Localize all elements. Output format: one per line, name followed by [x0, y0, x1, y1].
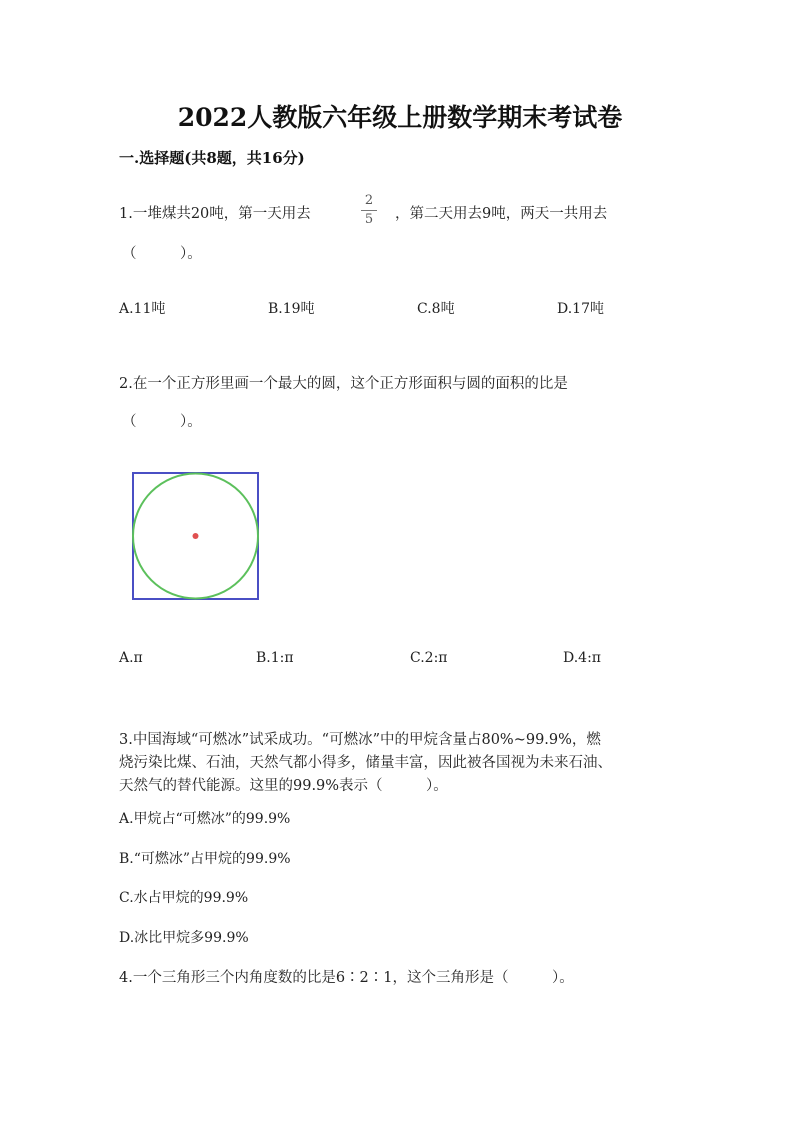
q1-answer-blank: （ ）。	[122, 246, 202, 262]
q4-text: 4.一个三角形三个内角度数的比是6∶2∶1，这个三角形是（ ）。	[119, 970, 574, 986]
q1-option-d: D.17吨	[557, 301, 604, 317]
q3-text-line3: 天然气的替代能源。这里的99.9%表示（ ）。	[119, 778, 448, 794]
q1-text-end: ，第二天用去9吨，两天一共用去	[395, 206, 608, 222]
q2-option-a: A.π	[119, 650, 143, 666]
q2-option-d: D.4:π	[563, 650, 602, 666]
q1-text-start: 1.一堆煤共20吨，第一天用去	[119, 206, 311, 222]
square-circle-figure	[125, 465, 275, 610]
q2-text: 2.在一个正方形里画一个最大的圆，这个正方形面积与圆的面积的比是	[119, 376, 568, 392]
q1-option-c: C.8吨	[417, 301, 455, 317]
q2-answer-blank: （ ）。	[122, 414, 202, 430]
q1-option-b: B.19吨	[268, 301, 315, 317]
q1-fraction	[361, 194, 377, 227]
circle-center-dot	[193, 533, 199, 539]
q3-option-c: C.水占甲烷的99.9%	[119, 890, 249, 906]
q3-option-a: A.甲烷占“可燃冰”的99.9%	[119, 811, 291, 827]
q1-fraction-bar	[361, 210, 377, 211]
q3-text-line2: 烧污染比煤、石油，天然气都小得多，储量丰富，因此被各国视为未来石油、	[119, 755, 612, 771]
q3-text-line1: 3.中国海域“可燃冰”试采成功。“可燃冰”中的甲烷含量占80%~99.9%，燃	[119, 732, 601, 748]
q1-option-a: A.11吨	[119, 301, 166, 317]
q2-option-b: B.1:π	[256, 650, 294, 666]
q1-fraction-numerator: 2	[364, 193, 374, 208]
q2-option-c: C.2:π	[410, 650, 448, 666]
q3-option-d: D.冰比甲烷多99.9%	[119, 930, 249, 946]
q1-fraction-denominator: 5	[364, 212, 374, 227]
exam-title: 2022人教版六年级上册数学期末考试卷	[177, 103, 623, 132]
section-heading: 一.选择题(共8题，共16分)	[119, 149, 305, 167]
q3-option-b: B.“可燃冰”占甲烷的99.9%	[119, 851, 291, 867]
